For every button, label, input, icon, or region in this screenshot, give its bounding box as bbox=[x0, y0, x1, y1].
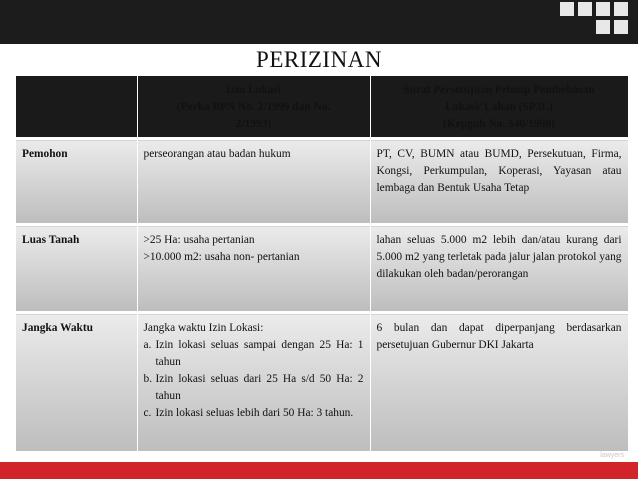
list-item bbox=[144, 337, 364, 371]
decorative-square bbox=[614, 2, 628, 16]
list-text: Izin lokasi seluas sampai dengan 25 Ha: 1 tahun bbox=[155, 339, 364, 368]
izin-luas-cell bbox=[137, 225, 370, 313]
top-banner bbox=[0, 0, 638, 44]
cell-line: Jangka waktu Izin Lokasi: bbox=[143, 322, 264, 334]
decorative-square bbox=[560, 2, 574, 16]
decorative-square bbox=[596, 20, 610, 34]
list-marker: b. bbox=[143, 373, 153, 385]
table-header-row bbox=[16, 76, 628, 139]
header-sp3l-line: (Kepgub No. 540/1990) bbox=[443, 118, 555, 130]
header-sp3l bbox=[370, 76, 628, 139]
cell-line: >10.000 m2: usaha non- pertanian bbox=[143, 251, 300, 263]
list-marker: a. bbox=[143, 339, 152, 351]
list-text: Izin lokasi seluas lebih dari 50 Ha: 3 tahun. bbox=[155, 407, 354, 419]
sp3l-jangka-cell: 6 bulan dan dapat diperpanjang berdasarkan persetujuan Gubernur DKI Jakarta bbox=[370, 313, 628, 453]
table-row bbox=[16, 225, 628, 313]
list-item bbox=[144, 371, 364, 405]
table-row bbox=[16, 139, 628, 225]
row-label-pemohon: Pemohon bbox=[16, 139, 137, 225]
list-marker: c. bbox=[143, 407, 152, 419]
header-izin-line: Izin Lokasi bbox=[226, 84, 281, 96]
list-item bbox=[144, 405, 364, 422]
sp3l-luas-cell: lahan seluas 5.000 m2 lebih dan/atau kurang dari 5.000 m2 yang terletak pada jalur jalan protokol yang dilakukan oleh badan/perorangan bbox=[370, 225, 628, 313]
header-izin-line: (Perka BPN No. 2/1999 dan No. bbox=[176, 101, 331, 113]
sp3l-pemohon-cell: PT, CV, BUMN atau BUMD, Persekutuan, Firma, Kongsi, Perkumpulan, Koperasi, Yayasan atau lembaga dan Bentuk Usaha Tetap bbox=[370, 139, 628, 225]
izin-pemohon-cell bbox=[137, 139, 370, 225]
comparison-table bbox=[16, 76, 629, 454]
decorative-square bbox=[596, 2, 610, 16]
bottom-bar bbox=[0, 462, 638, 479]
header-sp3l-line: Lokasi/ Lahan (SP3L) bbox=[445, 101, 553, 113]
slide-title: PERIZINAN bbox=[256, 47, 382, 72]
izin-jangka-cell bbox=[137, 313, 370, 453]
watermark-text: lawyers bbox=[600, 452, 624, 459]
cell-line: perseorangan atau badan hukum bbox=[143, 148, 291, 160]
row-label-luas-tanah: Luas Tanah bbox=[16, 225, 137, 313]
header-sp3l-line: Surat Persetujuan Prinsip Pembebasan bbox=[403, 84, 595, 96]
cell-line: >25 Ha: usaha pertanian bbox=[143, 234, 255, 246]
header-empty-cell bbox=[16, 76, 137, 139]
header-izin-lokasi bbox=[137, 76, 370, 139]
decorative-square bbox=[614, 20, 628, 34]
row-label-jangka-waktu: Jangka Waktu bbox=[16, 313, 137, 453]
table-row bbox=[16, 313, 628, 453]
decorative-square bbox=[578, 2, 592, 16]
header-izin-line: 2/1993) bbox=[235, 118, 272, 130]
list-text: Izin lokasi seluas dari 25 Ha s/d 50 Ha: 2 tahun bbox=[155, 373, 364, 402]
